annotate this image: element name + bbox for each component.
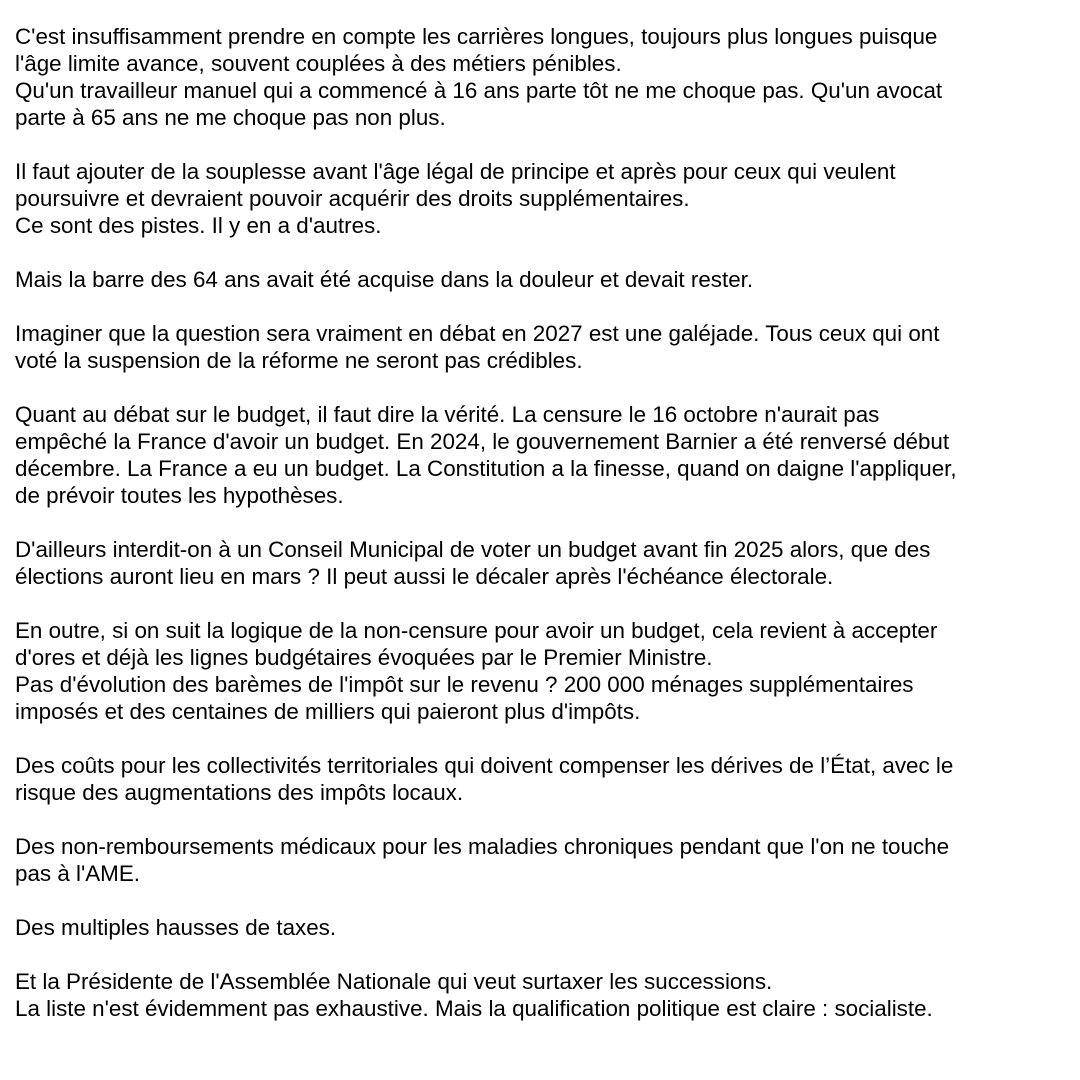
text-line: parte à 65 ans ne me choque pas non plus. <box>15 105 446 130</box>
paragraph-spacer <box>15 806 1075 833</box>
paragraph-spacer <box>15 887 1075 914</box>
paragraph-spacer <box>15 509 1075 536</box>
paragraph-spacer <box>15 374 1075 401</box>
paragraph-spacer <box>15 941 1075 968</box>
text-line: En outre, si on suit la logique de la non-censure pour avoir un budget, cela revient à accepter <box>15 618 938 643</box>
text-line: Des multiples hausses de taxes. <box>15 915 337 940</box>
paragraph <box>15 536 1075 590</box>
text-line: Quant au débat sur le budget, il faut dire la vérité. La censure le 16 octobre n'aurait pas <box>15 402 880 427</box>
document-body <box>15 23 1075 1022</box>
text-line: C'est insuffisamment prendre en compte les carrières longues, toujours plus longues puisque <box>15 24 938 49</box>
text-line: Pas d'évolution des barèmes de l'impôt sur le revenu ? 200 000 ménages supplémentaires <box>15 672 914 697</box>
text-line: D'ailleurs interdit-on à un Conseil Municipal de voter un budget avant fin 2025 alors, que des <box>15 537 931 562</box>
text-line: l'âge limite avance, souvent couplées à des métiers pénibles. <box>15 51 622 76</box>
paragraph <box>15 752 1075 806</box>
text-line: Et la Présidente de l'Assemblée Nationale qui veut surtaxer les successions. <box>15 969 773 994</box>
paragraph-spacer <box>15 590 1075 617</box>
text-line: pas à l'AME. <box>15 861 140 886</box>
paragraph-spacer <box>15 293 1075 320</box>
text-line: La liste n'est évidemment pas exhaustive. Mais la qualification politique est claire : socialiste. <box>15 996 933 1021</box>
text-line: Imaginer que la question sera vraiment en débat en 2027 est une galéjade. Tous ceux qui ont <box>15 321 940 346</box>
text-line: Des coûts pour les collectivités territoriales qui doivent compenser les dérives de l’État, avec le <box>15 753 954 778</box>
text-line: Qu'un travailleur manuel qui a commencé à 16 ans parte tôt ne me choque pas. Qu'un avocat <box>15 78 943 103</box>
text-line: d'ores et déjà les lignes budgétaires évoquées par le Premier Ministre. <box>15 645 713 670</box>
paragraph <box>15 158 1075 239</box>
text-line: risque des augmentations des impôts locaux. <box>15 780 464 805</box>
paragraph <box>15 320 1075 374</box>
paragraph <box>15 401 1075 509</box>
text-line: élections auront lieu en mars ? Il peut aussi le décaler après l'échéance électorale. <box>15 564 834 589</box>
paragraph-spacer <box>15 131 1075 158</box>
text-line: imposés et des centaines de milliers qui paieront plus d'impôts. <box>15 699 641 724</box>
text-line: poursuivre et devraient pouvoir acquérir des droits supplémentaires. <box>15 186 690 211</box>
text-line: Il faut ajouter de la souplesse avant l'âge légal de principe et après pour ceux qui veulent <box>15 159 896 184</box>
paragraph <box>15 617 1075 725</box>
paragraph-spacer <box>15 239 1075 266</box>
text-line: voté la suspension de la réforme ne seront pas crédibles. <box>15 348 583 373</box>
paragraph <box>15 914 1075 941</box>
paragraph <box>15 23 1075 131</box>
text-line: Ce sont des pistes. Il y en a d'autres. <box>15 213 382 238</box>
paragraph <box>15 266 1075 293</box>
text-line: Des non-remboursements médicaux pour les maladies chroniques pendant que l'on ne touche <box>15 834 950 859</box>
paragraph <box>15 968 1075 1022</box>
text-line: empêché la France d'avoir un budget. En 2024, le gouvernement Barnier a été renversé début <box>15 429 950 454</box>
paragraph-spacer <box>15 725 1075 752</box>
text-line: décembre. La France a eu un budget. La Constitution a la finesse, quand on daigne l'appliquer, <box>15 456 957 481</box>
text-line: de prévoir toutes les hypothèses. <box>15 483 344 508</box>
paragraph <box>15 833 1075 887</box>
text-line: Mais la barre des 64 ans avait été acquise dans la douleur et devait rester. <box>15 267 754 292</box>
